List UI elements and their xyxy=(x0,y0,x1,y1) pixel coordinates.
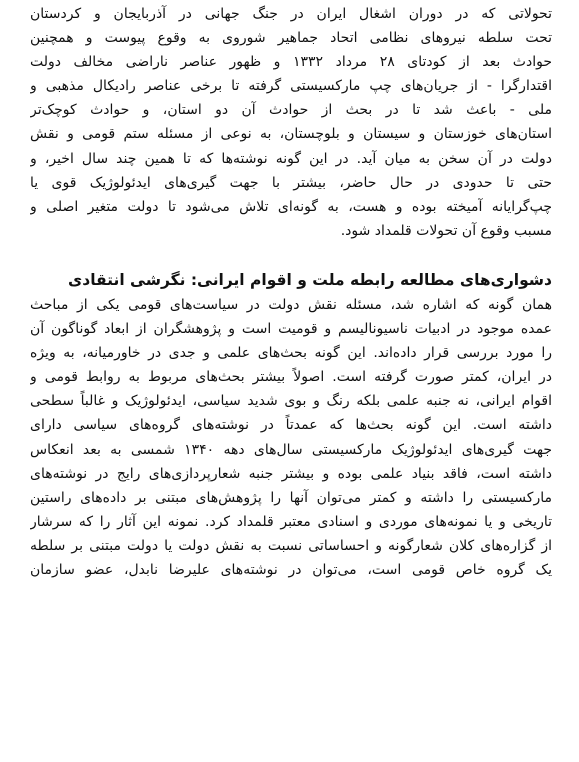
paragraph-line: یک گروه خاص قومی است، می‌توان در نوشته‌های علیرضا نابدل، عضو سازمان xyxy=(30,561,552,578)
paragraph-line: ملی - باعث شد تا در بحث از حوادث آن دو استان، و حوادث کوچک‌تر xyxy=(30,102,552,119)
paragraph-line: دولت در آن سخن به میان آید. در این گونه نوشته‌ها که تا همین چند سال اخیر، و xyxy=(30,150,552,167)
body-paragraph xyxy=(30,293,552,582)
intro-paragraph xyxy=(30,2,552,243)
section-spacer xyxy=(30,243,552,267)
paragraph-line: حوادث بعد از کودتای ۲۸ مرداد ۱۳۳۲ و ظهور عناصر ناراضی مخالف دولت xyxy=(30,54,552,71)
paragraph-line: مارکسیستی را داشته و کمتر می‌توان آنها را پژوهش‌های مبتنی بر داده‌های راستین xyxy=(30,489,552,506)
paragraph-line: جهت گیری‌های ایدئولوژیک مارکسیستی سال‌های دهه ۱۳۴۰ شمسی به بعد انعکاس xyxy=(30,441,552,458)
paragraph-line: داشته است، فاقد بنیاد علمی بوده و بیشتر جنبه شعارپردازی‌های رایج در نوشته‌های xyxy=(30,465,552,482)
paragraph-line: از گزاره‌های کلان شعارگونه و احساساتی نسبت به نقش دولت یا دولت مبتنی بر سلطه xyxy=(30,537,552,554)
paragraph-line: چپ‌گرایانه آمیخته بوده و هست، به گونه‌ای تلاش می‌شود تا دولت متغیر اصلی و xyxy=(30,198,552,215)
paragraph-line: همان گونه که اشاره شد، مسئله نقش دولت در سیاست‌های قومی یکی از مباحث xyxy=(30,296,552,313)
paragraph-line: تاریخی و یا نمونه‌های موردی و اسنادی معتبر قلمداد کرد. نمونه این آثار را که سرشار xyxy=(30,513,552,530)
paragraph-line: را مورد بررسی قرار داده‌اند. این گونه بحث‌های علمی و جدی در خاورمیانه، به ویژه xyxy=(30,345,552,362)
paragraph-line: اقوام ایرانی، نه جنبه علمی بلکه رنگ و بوی شدید سیاسی، ایدئولوژیک و غالباً سطحی xyxy=(30,393,552,410)
paragraph-line: عمده موجود در ادبیات ناسیونالیسم و قومیت است و پژوهشگران از ابعاد گوناگون آن xyxy=(30,321,552,338)
paragraph-line: تحولاتی که در دوران اشغال ایران در جنگ جهانی در آذربایجان و کردستان xyxy=(30,6,552,22)
paragraph-line: حتی تا حدودی در حال حاضر، بیشتر با جهت گیری‌های ایدئولوژیک قوی یا xyxy=(30,174,552,191)
paragraph-line: استان‌های خوزستان و سیستان و بلوچستان، به نوعی از مسئله ستم قومی و نقش xyxy=(30,126,552,143)
paragraph-line: اقتدارگرا - از جریان‌های چپ مارکسیستی گرفته تا برخی عناصر رادیکال مذهبی و xyxy=(30,78,552,95)
paragraph-line: تحت سلطه نیروهای نظامی اتحاد جماهیر شوروی به وقوع پیوست و همچنین xyxy=(30,30,552,47)
paragraph-line: در ایران، کمتر صورت گرفته است. اصولاً بیشتر بحث‌های مربوط به روابط قومی و xyxy=(30,369,552,386)
section-heading: دشواری‌های مطالعه رابطه ملت و اقوام ایرانی: نگرشی انتقادی xyxy=(68,270,552,289)
document-page xyxy=(30,2,552,582)
paragraph-line: داشته است. این گونه بحث‌ها که عمدتاً در نوشته‌های گروه‌های سیاسی دارای xyxy=(30,417,552,434)
paragraph-line: مسبب وقوع آن تحولات قلمداد شود. xyxy=(340,222,552,239)
